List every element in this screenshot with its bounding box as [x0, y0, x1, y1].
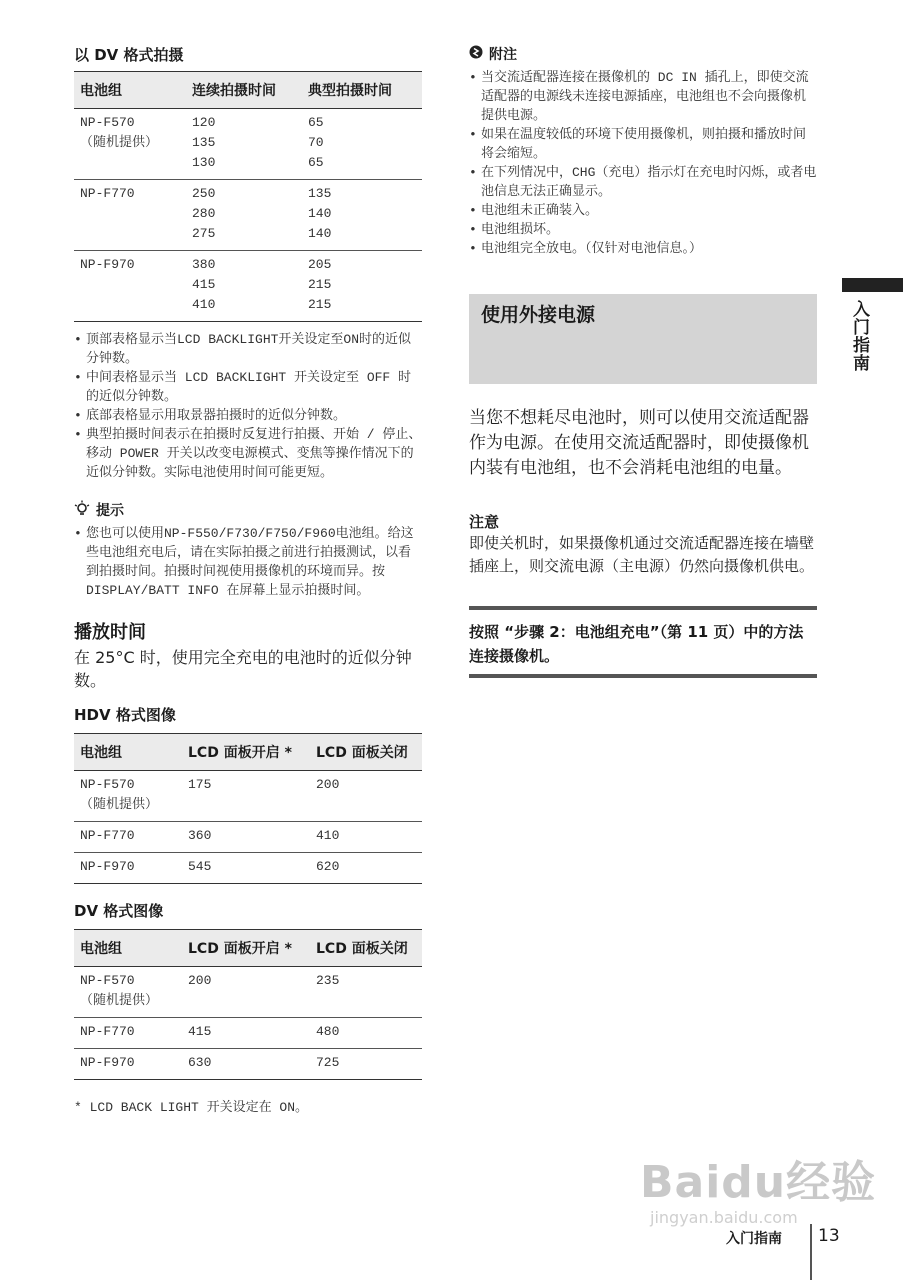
col-header: 电池组 — [74, 734, 182, 771]
table-notes — [74, 330, 422, 482]
table-row — [74, 1049, 422, 1080]
col-header: LCD 面板开启 * — [182, 734, 310, 771]
value: 250 — [192, 186, 216, 201]
footer-section: 入门指南 — [726, 1231, 782, 1247]
remark-subitem: • 电池组完全放电。（仅针对电池信息。） — [469, 239, 817, 258]
col-header: 连续拍摄时间 — [186, 72, 302, 109]
side-tab-bar — [842, 278, 903, 292]
table-row — [74, 822, 422, 853]
battery-name: NP-F570 — [80, 973, 135, 988]
table-row — [74, 967, 422, 1018]
value: 130 — [192, 155, 216, 170]
watermark — [640, 1146, 876, 1227]
table-row — [74, 109, 422, 180]
value: 280 — [192, 206, 216, 221]
watermark-logo: Baidu经验 — [640, 1157, 877, 1208]
value: 140 — [308, 226, 332, 241]
value: 140 — [308, 206, 332, 221]
value: 215 — [308, 297, 332, 312]
note-item: • 中间表格显示当 LCD BACKLIGHT 开关设定至 OFF 时的近似分钟数。 — [74, 368, 422, 406]
hdv-playback-table — [74, 733, 422, 884]
col-header: 电池组 — [74, 930, 182, 967]
caution-text: 即使关机时，如果摄像机通过交流适配器连接在墙壁插座上，则交流电源（主电源）仍然向摄像机供电。 — [469, 534, 815, 575]
remark-item: • 如果在温度较低的环境下使用摄像机，则拍摄和播放时间将会缩短。 — [469, 125, 817, 163]
dv-playback-heading: DV 格式图像 — [74, 902, 164, 920]
value: 415 — [188, 1024, 212, 1039]
table-row — [74, 771, 422, 822]
external-power-text: 当您不想耗尽电池时，则可以使用交流适配器作为电源。在使用交流适配器时，即使摄像机内装有电池组，也不会消耗电池组的电量。 — [469, 408, 809, 478]
note-item: • 典型拍摄时间表示在拍摄时反复进行拍摄、开始 / 停止、移动 POWER 开关以改变电源模式、变焦等操作情况下的近似分钟数。实际电池使用时间可能更短。 — [74, 425, 422, 482]
col-header: LCD 面板开启 * — [182, 930, 310, 967]
value: 65 — [308, 115, 324, 130]
battery-name: NP-F970 — [80, 859, 135, 874]
value: 205 — [308, 257, 332, 272]
remarks-sublist — [469, 201, 817, 258]
note-item: • 顶部表格显示当LCD BACKLIGHT开关设定至ON时的近似分钟数。 — [74, 330, 422, 368]
battery-name: NP-F970 — [80, 257, 135, 272]
battery-name: NP-F770 — [80, 186, 135, 201]
value: 410 — [192, 297, 216, 312]
value: 545 — [188, 859, 212, 874]
tip-text: • 您也可以使用NP-F550/F730/F750/F960电池组。给这些电池组充电后，请在实际拍摄之前进行拍摄测试，以看到拍摄时间。拍摄时间视使用摄像机的环境而异。按 DISPLAY/BATT INFO 在屏幕上显示拍摄时间。 — [74, 524, 422, 600]
remark-item: • 当交流适配器连接在摄像机的 DC IN 插孔上，即使交流适配器的电源线未连接电源插座，电池组也不会向摄像机提供电源。 — [469, 68, 817, 125]
value: 120 — [192, 115, 216, 130]
hdv-heading: HDV 格式图像 — [74, 706, 176, 724]
value: 235 — [316, 973, 340, 988]
value: 410 — [316, 828, 340, 843]
lightbulb-icon — [74, 500, 90, 520]
battery-note: （随机提供） — [80, 797, 159, 812]
battery-note: （随机提供） — [80, 993, 159, 1008]
footnote: * LCD BACK LIGHT 开关设定在 ON。 — [74, 1100, 309, 1115]
table-row — [74, 853, 422, 884]
step-instruction: 按照 “步骤 2：电池组充电”（第 11 页）中的方法连接摄像机。 — [469, 606, 817, 678]
side-tab-label: 入门指南 — [849, 300, 869, 372]
remarks-title: 附注 — [489, 47, 517, 63]
value: 135 — [308, 186, 332, 201]
value: 630 — [188, 1055, 212, 1070]
col-header: 电池组 — [74, 72, 186, 109]
remarks-heading — [469, 44, 817, 64]
value: 275 — [192, 226, 216, 241]
value: 175 — [188, 777, 212, 792]
remark-subitem: • 电池组未正确装入。 — [469, 201, 817, 220]
value: 725 — [316, 1055, 340, 1070]
external-power-banner — [469, 294, 817, 384]
remark-subitem: • 电池组损坏。 — [469, 220, 817, 239]
value: 200 — [316, 777, 340, 792]
dv-recording-heading: 以 DV 格式拍摄 — [74, 46, 184, 64]
value: 415 — [192, 277, 216, 292]
tip-list — [74, 524, 422, 600]
dv-playback-table — [74, 929, 422, 1080]
value: 215 — [308, 277, 332, 292]
battery-name: NP-F770 — [80, 828, 135, 843]
playback-heading: 播放时间 — [74, 622, 146, 643]
value: 135 — [192, 135, 216, 150]
battery-name: NP-F970 — [80, 1055, 135, 1070]
col-header: LCD 面板关闭 — [310, 734, 422, 771]
battery-name: NP-F770 — [80, 1024, 135, 1039]
table-row — [74, 180, 422, 251]
col-header: LCD 面板关闭 — [310, 930, 422, 967]
left-column — [74, 44, 422, 1115]
value: 65 — [308, 155, 324, 170]
value: 360 — [188, 828, 212, 843]
page-number: 13 — [818, 1226, 840, 1246]
tip-title: 提示 — [96, 503, 124, 519]
caution-heading: 注意 — [469, 513, 500, 531]
battery-name: NP-F570 — [80, 115, 135, 130]
remarks-icon — [469, 45, 483, 63]
battery-name: NP-F570 — [80, 777, 135, 792]
remarks-list — [469, 68, 817, 201]
footer-divider — [810, 1224, 812, 1280]
value: 70 — [308, 135, 324, 150]
external-power-title: 使用外接电源 — [481, 304, 596, 326]
playback-description: 在 25°C 时，使用完全充电的电池时的近似分钟数。 — [74, 648, 412, 690]
value: 620 — [316, 859, 340, 874]
remark-item: • 在下列情况中，CHG（充电）指示灯在充电时闪烁，或者电池信息无法正确显示。 — [469, 163, 817, 201]
table-row — [74, 251, 422, 322]
value: 480 — [316, 1024, 340, 1039]
note-item: • 底部表格显示用取景器拍摄时的近似分钟数。 — [74, 406, 422, 425]
right-column — [469, 44, 817, 678]
tip-heading — [74, 500, 422, 520]
value: 200 — [188, 973, 212, 988]
value: 380 — [192, 257, 216, 272]
col-header: 典型拍摄时间 — [302, 72, 422, 109]
dv-recording-table — [74, 71, 422, 322]
watermark-url: jingyan.baidu.com — [650, 1208, 798, 1227]
battery-note: （随机提供） — [80, 135, 159, 150]
table-row — [74, 1018, 422, 1049]
